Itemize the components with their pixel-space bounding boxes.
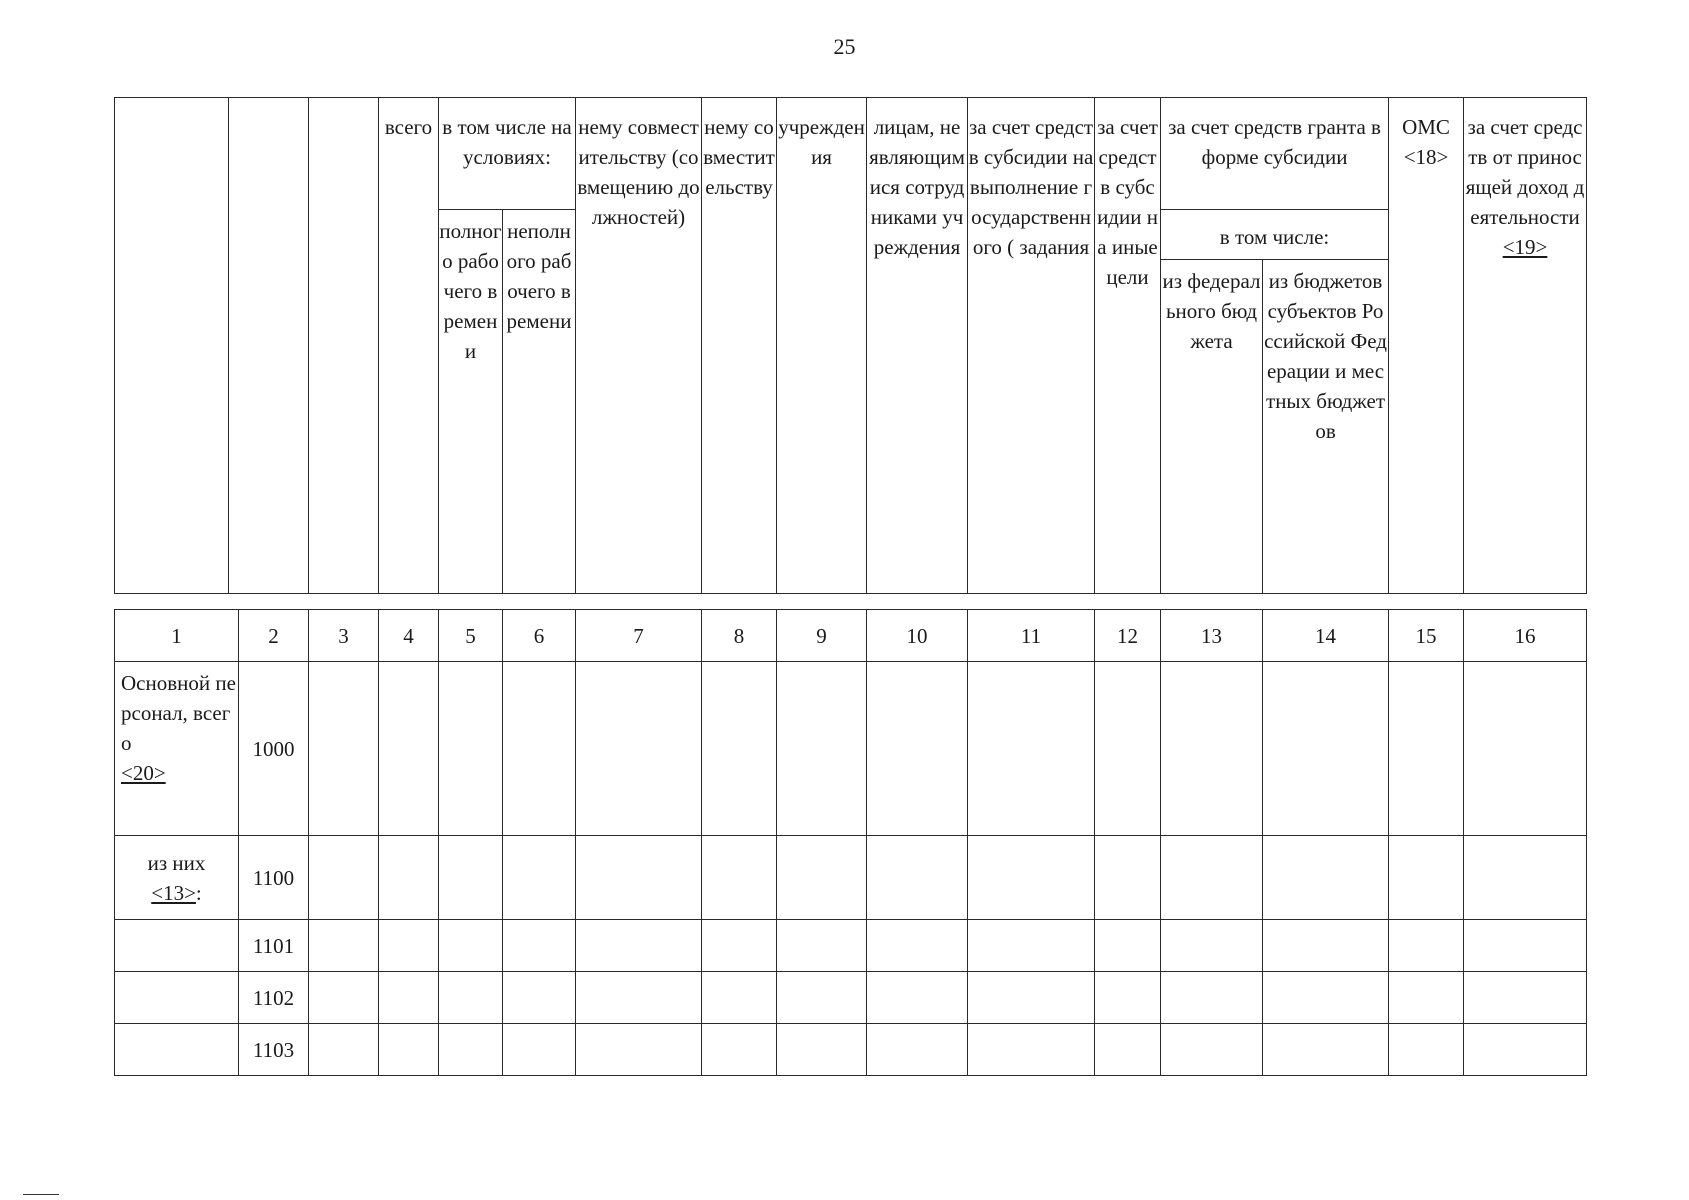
income-label: за счет средств от приносящей доход деятельности [1465,115,1585,229]
table-cell[interactable] [309,920,379,972]
table-cell[interactable] [439,1024,503,1076]
col-number: 4 [379,610,439,662]
header-col-4: всего [379,98,439,594]
header-col-16 [1464,98,1587,594]
col-number: 12 [1095,610,1161,662]
table-cell[interactable] [968,836,1095,920]
table-cell[interactable] [1389,920,1464,972]
col-number: 9 [777,610,867,662]
table-cell[interactable] [1161,1024,1263,1076]
table-cell[interactable] [309,1024,379,1076]
header-col-8: нему совместительству [702,98,777,594]
table-cell[interactable] [1389,836,1464,920]
row-label [115,920,239,972]
oms-label: ОМС [1402,115,1450,139]
col-number: 11 [968,610,1095,662]
table-cell[interactable] [309,972,379,1024]
table-cell[interactable] [968,662,1095,836]
header-col-15 [1389,98,1464,594]
col-number: 7 [576,610,702,662]
table-row [115,972,1587,1024]
table-cell[interactable] [379,662,439,836]
table-cell[interactable] [1161,836,1263,920]
table-cell[interactable] [777,662,867,836]
table-cell[interactable] [379,1024,439,1076]
table-cell[interactable] [867,920,968,972]
table-row [115,1024,1587,1076]
table-cell[interactable] [1263,972,1389,1024]
row-label-text: из них [147,850,206,875]
table-cell[interactable] [503,662,576,836]
table-cell[interactable] [439,836,503,920]
row-label [115,662,239,836]
table-cell[interactable] [702,662,777,836]
table-cell[interactable] [503,920,576,972]
header-group-grant: за счет средств гранта в форме субсидии [1161,98,1389,210]
col-number: 8 [702,610,777,662]
table-cell[interactable] [1095,662,1161,836]
header-col-2 [229,98,309,594]
col-number: 6 [503,610,576,662]
table-cell[interactable] [1095,972,1161,1024]
header-col-13: из федерального бюджета [1161,260,1263,594]
col-number: 16 [1464,610,1587,662]
col-number: 13 [1161,610,1263,662]
table-cell[interactable] [503,1024,576,1076]
table-cell[interactable] [379,920,439,972]
table-cell[interactable] [777,920,867,972]
table-cell[interactable] [1464,1024,1587,1076]
table-cell[interactable] [1095,836,1161,920]
header-table [114,97,1587,594]
row-label [115,972,239,1024]
col-number: 2 [239,610,309,662]
table-cell[interactable] [576,972,702,1024]
table-cell[interactable] [867,836,968,920]
table-cell[interactable] [309,836,379,920]
row-label-suffix: : [195,880,202,905]
oms-ref: <18> [1403,145,1449,169]
table-cell[interactable] [576,836,702,920]
header-col-5: полного рабочего времени [439,210,503,594]
table-cell[interactable] [439,972,503,1024]
header-col-3 [309,98,379,594]
header-col-1 [115,98,229,594]
table-cell[interactable] [702,920,777,972]
table-cell[interactable] [576,662,702,836]
table-cell[interactable] [1095,1024,1161,1076]
row-code: 1100 [239,836,309,920]
table-cell[interactable] [1263,662,1389,836]
table-cell[interactable] [867,1024,968,1076]
table-cell[interactable] [968,920,1095,972]
table-cell[interactable] [777,836,867,920]
row-code: 1000 [239,662,309,836]
row-label-ref: <13> [151,880,196,905]
table-cell[interactable] [439,920,503,972]
table-cell[interactable] [777,972,867,1024]
income-ref: <19> [1502,235,1548,259]
header-group-work-conditions: в том числе на условиях: [439,98,576,210]
table-cell[interactable] [702,972,777,1024]
table-cell[interactable] [1389,1024,1464,1076]
table-cell[interactable] [1161,972,1263,1024]
table-cell[interactable] [968,1024,1095,1076]
table-cell[interactable] [309,662,379,836]
table-cell[interactable] [1389,662,1464,836]
header-col-7: нему совместительству (совмещению должностей) [576,98,702,594]
table-cell[interactable] [1464,920,1587,972]
table-cell[interactable] [1464,972,1587,1024]
table-row [115,920,1587,972]
table-cell[interactable] [1095,920,1161,972]
page-number: 25 [833,34,856,59]
table-cell[interactable] [702,1024,777,1076]
table-cell[interactable] [1263,836,1389,920]
table-cell[interactable] [702,836,777,920]
header-group-grant-sub: в том числе: [1161,210,1389,260]
data-table [114,609,1587,1076]
table-row [115,836,1587,920]
col-number: 1 [115,610,239,662]
row-label-ref: <20> [121,761,166,785]
column-number-row [115,610,1587,662]
table-cell[interactable] [1263,1024,1389,1076]
header-col-9: учреждения [777,98,867,594]
header-col-12: за счет средств субсидии на иные цели [1095,98,1161,594]
table-cell[interactable] [576,920,702,972]
table-cell[interactable] [1464,836,1587,920]
table-cell[interactable] [379,972,439,1024]
table-cell[interactable] [439,662,503,836]
table-cell[interactable] [1161,920,1263,972]
header-col-11: за счет средств субсидии на выполнение государственного ( задания [968,98,1095,594]
table-cell[interactable] [968,972,1095,1024]
header-col-14: из бюджетов субъектов Российской Федерации и местных бюджетов [1263,260,1389,594]
col-number: 3 [309,610,379,662]
table-cell[interactable] [777,1024,867,1076]
table-cell[interactable] [1263,920,1389,972]
table-cell[interactable] [867,972,968,1024]
table-cell[interactable] [503,836,576,920]
table-cell[interactable] [867,662,968,836]
table-cell[interactable] [1161,662,1263,836]
footnote-separator [23,1194,59,1195]
col-number: 5 [439,610,503,662]
table-cell[interactable] [1389,972,1464,1024]
col-number: 10 [867,610,968,662]
row-code: 1103 [239,1024,309,1076]
table-cell[interactable] [503,972,576,1024]
col-number: 15 [1389,610,1464,662]
table-row [115,662,1587,836]
table-cell[interactable] [1464,662,1587,836]
header-col-10: лицам, не являющимися сотрудниками учреждения [867,98,968,594]
row-code: 1102 [239,972,309,1024]
col-number: 14 [1263,610,1389,662]
row-label [115,1024,239,1076]
table-cell[interactable] [379,836,439,920]
table-cell[interactable] [576,1024,702,1076]
row-code: 1101 [239,920,309,972]
header-col-6: неполного рабочего времени [503,210,576,594]
row-label [115,836,239,920]
row-label-text: Основной персонал, всего [121,671,236,755]
